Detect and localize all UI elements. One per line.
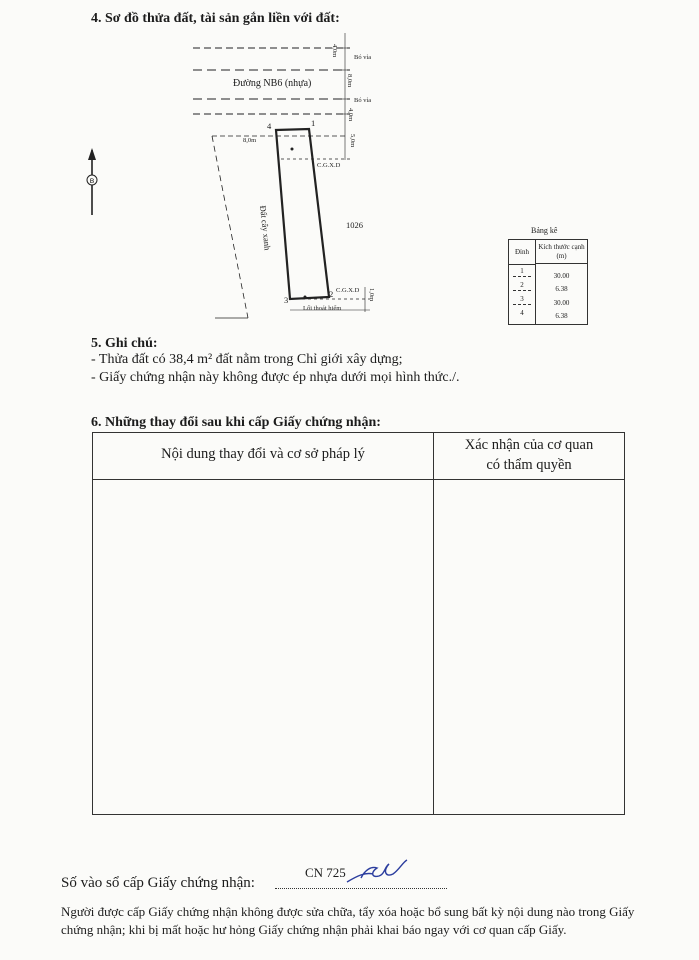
changes-table [92,432,625,815]
green-land-boundary [212,136,248,318]
table-row-vertex: 2 [520,281,524,289]
curb-bottom-label: Bó vỉa [354,97,372,104]
vertex-4-label: 4 [267,121,272,131]
dim-4m-top: 4,0m [331,44,338,58]
north-letter: B [89,178,95,185]
section-5-title: 5. Ghi chú: [91,336,158,351]
curb-top-label: Bó vỉa [354,54,372,61]
edge-table-caption: Bảng kê [531,226,558,235]
table-row-vertex: 4 [520,309,524,317]
table-row-size: 30.00 [553,272,570,280]
road-label: Đường NB6 (nhựa) [233,78,312,89]
table-row-vertex: 3 [520,295,524,303]
table-row-size: 6.38 [555,312,568,320]
vertex-3-label: 3 [284,295,289,305]
register-number: CN 725 [305,865,346,880]
neighbor-parcel-label: 1026 [346,220,363,230]
section-6-title: 6. Những thay đổi sau khi cấp Giấy chứng nhận: [91,415,381,430]
table-row-size: 30.00 [553,299,570,307]
col-changes-header: Nội dung thay đổi và cơ sở pháp lý [161,446,365,462]
section-4-title: 4. Sơ đồ thửa đất, tài sản gắn liền với đất: [91,11,340,26]
col-authority-header-line2: có thẩm quyền [486,457,572,473]
col-vertex-header: Đỉnh [509,240,536,265]
dim-8m-left: 8,0m [243,137,257,144]
green-land-label: Đất cây xanh [258,205,273,251]
col-size-header: Kích thước cạnh (m) [536,240,587,264]
dim-8m-road: 8,0m [346,74,353,88]
note-line: - Thửa đất có 38,4 m² đất nằm trong Chỉ giới xây dựng; [91,352,403,367]
vertex-2-label: 2 [329,289,334,299]
col-authority-header-line1: Xác nhận của cơ quan [464,437,594,453]
cgxd-top-label: C.G.X.D [317,162,341,169]
drainage-label: Lối thoát hiểm [303,305,342,312]
dim-1m: 1,0m [368,288,375,302]
table-row-size: 6.38 [555,285,568,293]
vertex-1-label: 1 [311,118,316,128]
column-divider [433,433,434,814]
note-line: - Giấy chứng nhận này không được ép nhựa dưới mọi hình thức./. [91,370,460,385]
dim-5m: 5,0m [349,134,356,148]
dim-4m-sidewalk: 4,0m [347,108,354,122]
footer-notice: Người được cấp Giấy chứng nhận không được sửa chữa, tẩy xóa hoặc bổ sung bất kỳ nội dung nào trong Giấy chứng nhận; khi bị mất hoặc hư hỏng Giấy chứng nhận phải khai báo ngay với cơ quan cấp Giấy. [61,904,635,937]
cgxd-bottom-label: C.G.X.D [336,287,360,294]
table-row-vertex: 1 [520,267,524,275]
edge-table [508,239,588,325]
register-label: Số vào sổ cấp Giấy chứng nhận: [61,875,255,891]
header-divider [93,479,624,480]
north-arrow-head [88,148,96,160]
handwritten-mark [343,852,413,892]
parcel-outline [276,129,329,299]
